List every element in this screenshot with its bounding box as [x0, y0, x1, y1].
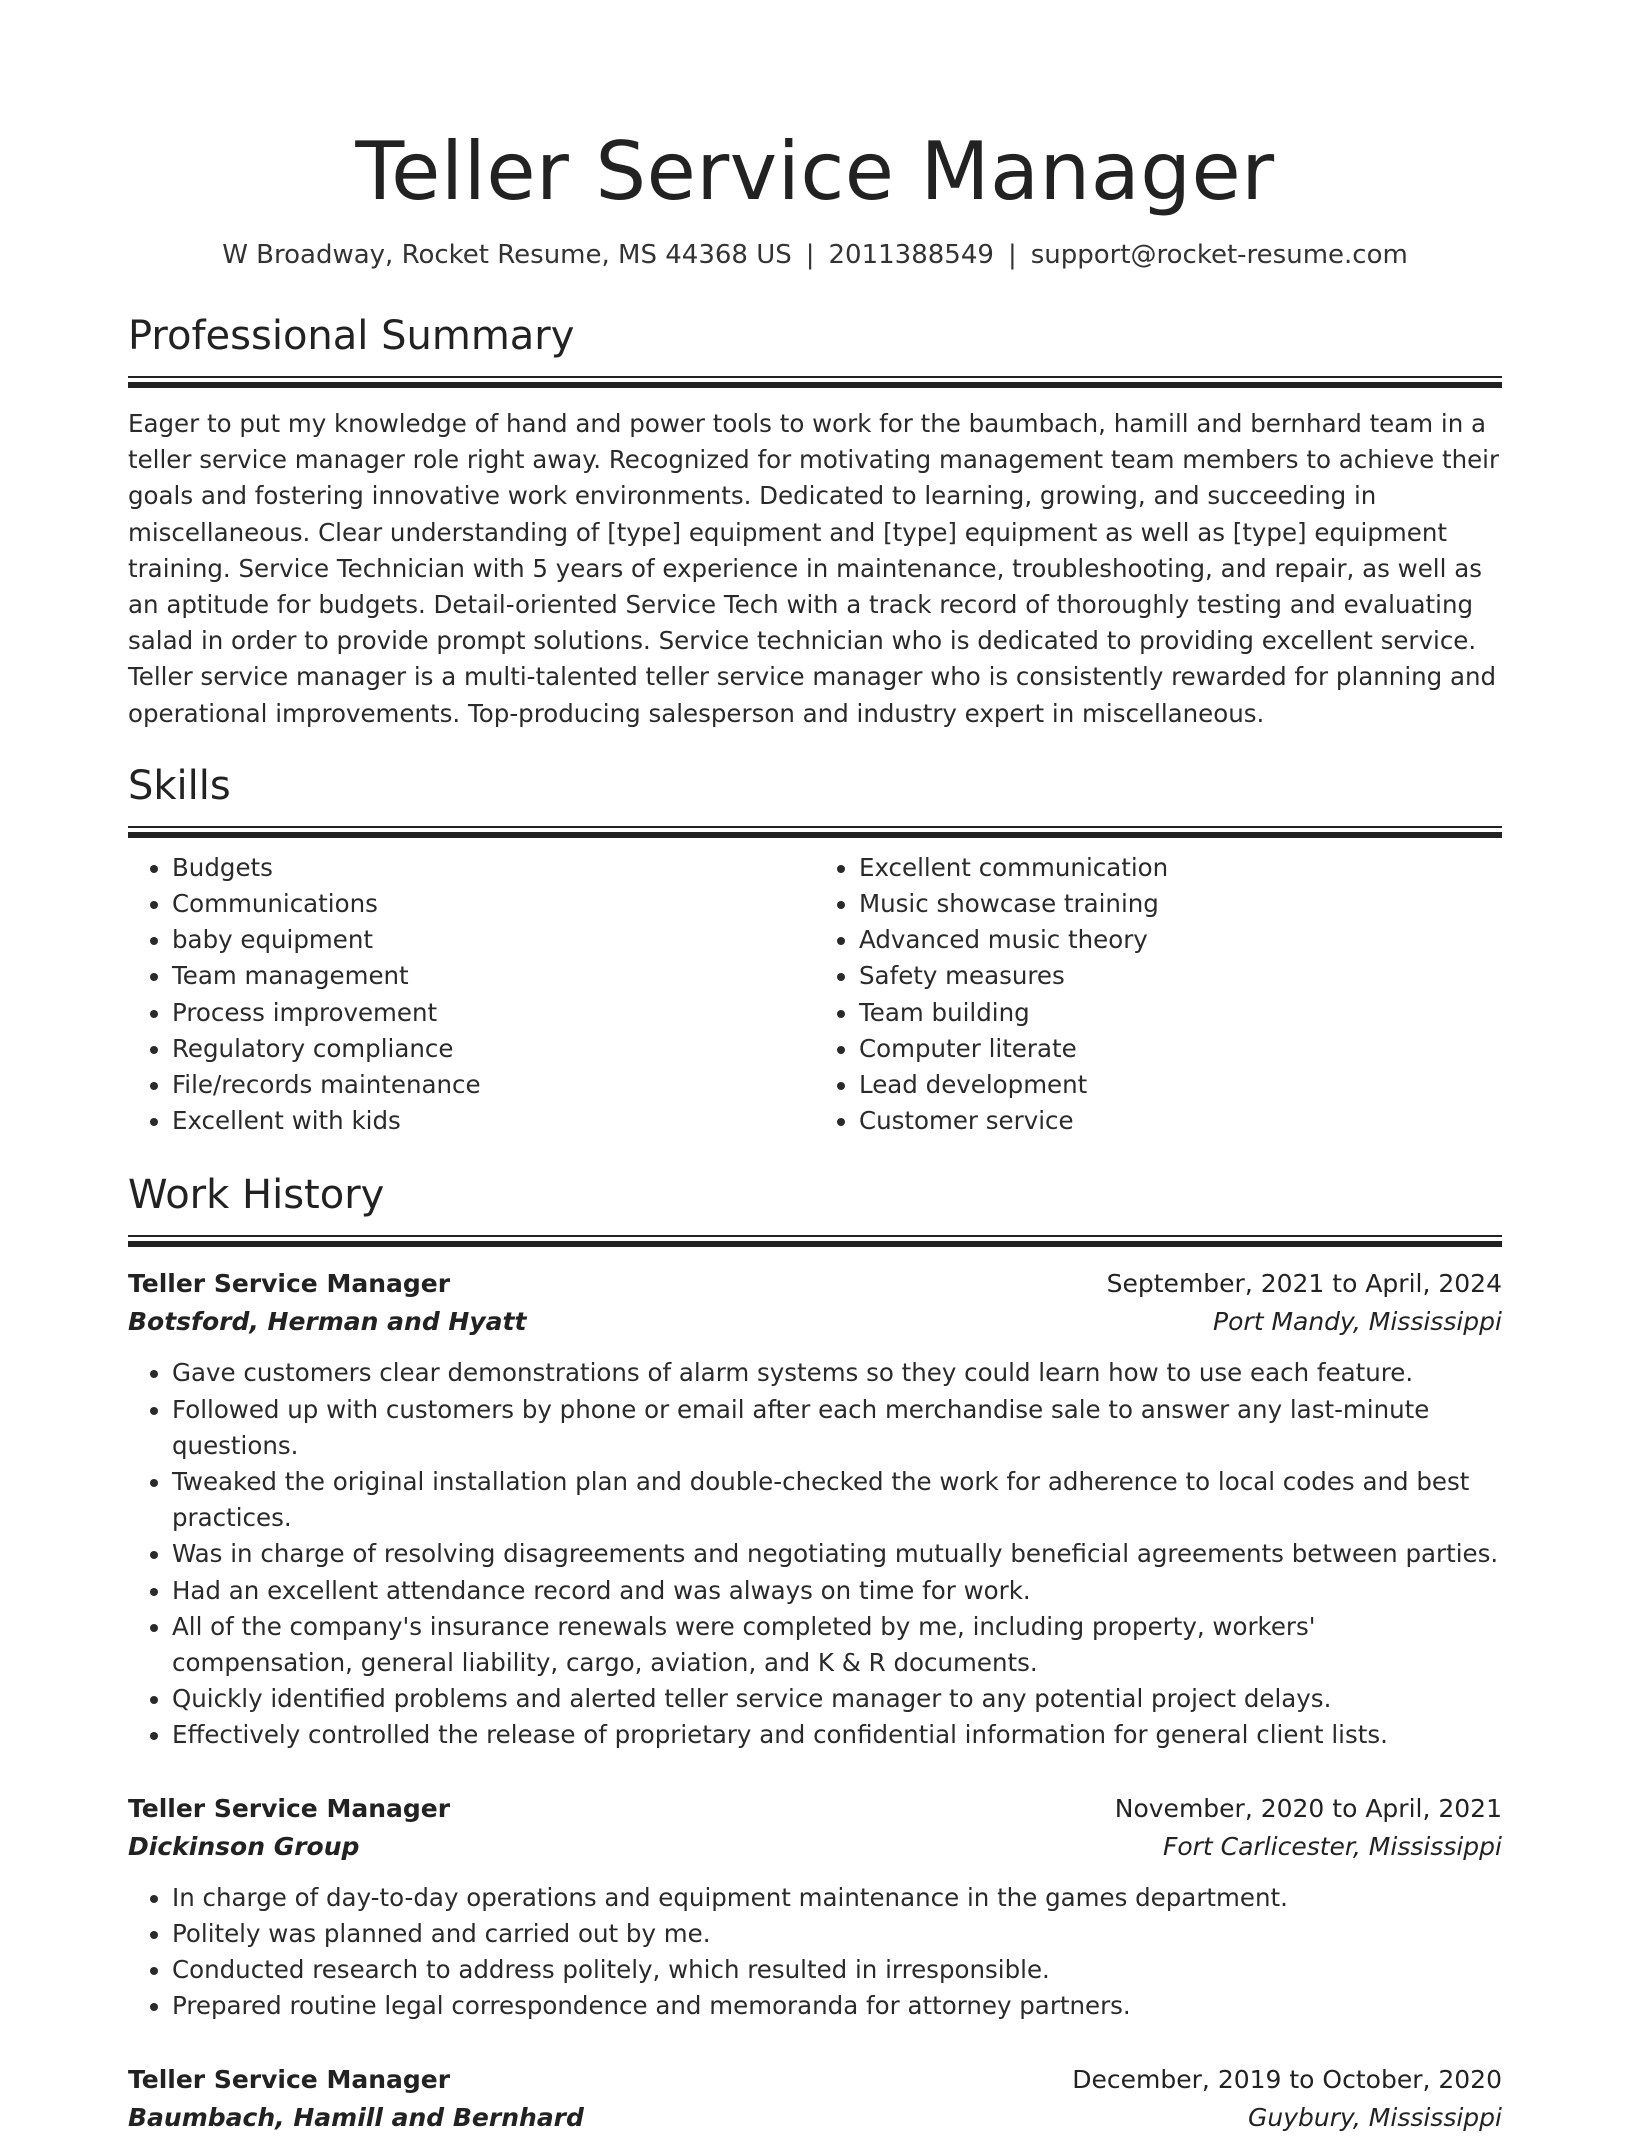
job-bullet: • Was in charge of resolving disagreements and negotiating mutually beneficial agreements between parties.: [172, 1536, 1502, 1572]
job-title: Teller Service Manager: [128, 2064, 451, 2094]
contact-separator: |: [805, 240, 815, 270]
job-bullet: • Prepared routine legal correspondence and memoranda for attorney partners.: [172, 1988, 1502, 2024]
job-location: Port Mandy, Mississippi: [1213, 1307, 1502, 1337]
resume-page: [128, 0, 1502, 2137]
job-bullet: • Followed up with customers by phone or email after each merchandise sale to answer any last-minute questions.: [172, 1392, 1502, 1464]
skill-item: • baby equipment: [172, 922, 815, 958]
contact-email: support@rocket-resume.com: [1030, 240, 1408, 270]
job-bullet: • Effectively controlled the release of proprietary and confidential information for general client lists.: [172, 1717, 1502, 1753]
contact-line: [128, 238, 1502, 272]
job-entry: [128, 2061, 1502, 2137]
section-title-work-history: Work History: [128, 1172, 385, 1219]
contact-separator: |: [1007, 240, 1017, 270]
section-title-summary: Professional Summary: [128, 313, 575, 359]
job-dates: November, 2020 to April, 2021: [1114, 1793, 1502, 1823]
contact-phone: 2011388549: [828, 240, 994, 270]
skill-item: • Music showcase training: [859, 886, 1502, 922]
job-bullet: • All of the company's insurance renewals were completed by me, including property, workers' compensation, general liability, cargo, aviation, and K & R documents.: [172, 1609, 1502, 1681]
job-company: Baumbach, Hamill and Bernhard: [128, 2102, 584, 2132]
job-bullet: • Tweaked the original installation plan and double-checked the work for adherence to local codes and best practices.: [172, 1464, 1502, 1536]
section-divider: [128, 1235, 1502, 1247]
job-title: Teller Service Manager: [128, 1793, 451, 1823]
job-dates: September, 2021 to April, 2024: [1106, 1269, 1502, 1299]
job-bullet: • Politely was planned and carried out by me.: [172, 1916, 1502, 1952]
job-bullet: • Gave customers clear demonstrations of alarm systems so they could learn how to use each feature.: [172, 1355, 1502, 1391]
skills-list-right: [815, 850, 1502, 1140]
job-bullet: • Had an excellent attendance record and was always on time for work.: [172, 1573, 1502, 1609]
job-company: Dickinson Group: [128, 1831, 360, 1861]
job-company: Botsford, Herman and Hyatt: [128, 1307, 527, 1337]
summary-section: [128, 312, 1502, 732]
job-company-row: [128, 2099, 1502, 2137]
job-entry: [128, 1790, 1502, 2025]
skills-columns: [128, 850, 1502, 1140]
skills-list-left: [128, 850, 815, 1140]
skill-item: • Lead development: [859, 1067, 1502, 1103]
job-company-row: [128, 1828, 1502, 1866]
skill-item: • Team management: [172, 958, 815, 994]
job-location: Guybury, Mississippi: [1248, 2102, 1502, 2132]
skill-item: • Computer literate: [859, 1031, 1502, 1067]
summary-text: Eager to put my knowledge of hand and power tools to work for the baumbach, hamill and bernhard team in a teller service manager role right away. Recognized for motivating management team members to achieve their goals and fostering innovative work environments. Dedicated to learning, growing, and succeeding in miscellaneous. Clear understanding of [type] equipment and [type] equipment as well as [type] equipment training. Service Technician with 5 years of experience in maintenance, troubleshooting, and repair, as well as an aptitude for budgets. Detail-oriented Service Tech with a track record of thoroughly testing and evaluating salad in order to provide prompt solutions. Service technician who is dedicated to providing excellent service. Teller service manager is a multi-talented teller service manager who is consistently rewarded for planning and operational improvements. Top-producing salesperson and industry expert in miscellaneous.: [128, 409, 1500, 728]
job-entry: [128, 1265, 1502, 1753]
job-dates: December, 2019 to October, 2020: [1072, 2064, 1502, 2094]
skill-item: • Excellent with kids: [172, 1103, 815, 1139]
job-header-row: [128, 1790, 1502, 1828]
skill-item: • Budgets: [172, 850, 815, 886]
job-bullet: • In charge of day-to-day operations and equipment maintenance in the games department.: [172, 1880, 1502, 1916]
section-title-skills: Skills: [128, 762, 231, 809]
job-location: Fort Carlicester, Mississippi: [1162, 1831, 1502, 1861]
job-company-row: [128, 1303, 1502, 1341]
contact-address: W Broadway, Rocket Resume, MS 44368 US: [222, 240, 792, 270]
job-header-row: [128, 2061, 1502, 2099]
section-divider: [128, 376, 1502, 388]
job-title: Teller Service Manager: [128, 1269, 451, 1299]
skills-section: [128, 762, 1502, 1140]
skill-item: • Team building: [859, 995, 1502, 1031]
skill-item: • Advanced music theory: [859, 922, 1502, 958]
section-divider: [128, 826, 1502, 838]
skill-item: • Customer service: [859, 1103, 1502, 1139]
skill-item: • Excellent communication: [859, 850, 1502, 886]
job-bullets: [128, 1880, 1502, 2025]
skill-item: • File/records maintenance: [172, 1067, 815, 1103]
job-bullet: • Quickly identified problems and alerted teller service manager to any potential project delays.: [172, 1681, 1502, 1717]
resume-name: Teller Service Manager: [355, 125, 1275, 218]
job-header-row: [128, 1265, 1502, 1303]
skill-item: • Process improvement: [172, 995, 815, 1031]
skill-item: • Safety measures: [859, 958, 1502, 994]
skill-item: • Regulatory compliance: [172, 1031, 815, 1067]
job-bullets: [128, 1355, 1502, 1753]
skill-item: • Communications: [172, 886, 815, 922]
work-history-section: [128, 1171, 1502, 2136]
job-bullet: • Conducted research to address politely, which resulted in irresponsible.: [172, 1952, 1502, 1988]
